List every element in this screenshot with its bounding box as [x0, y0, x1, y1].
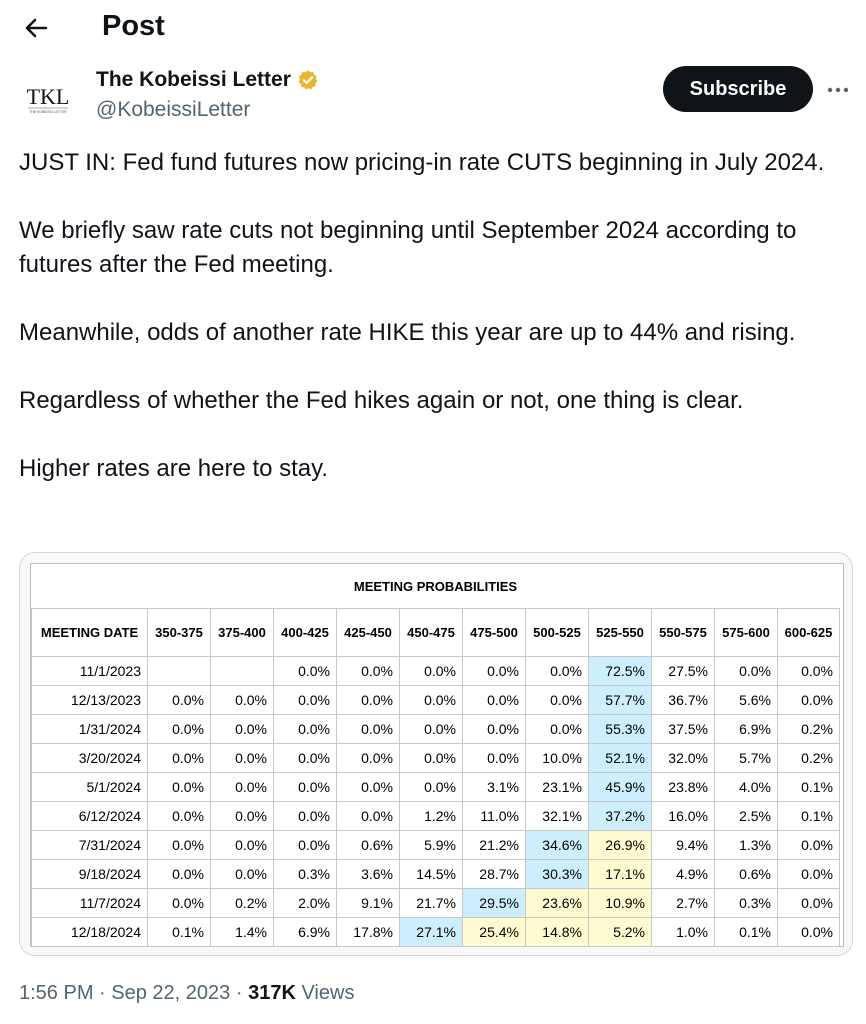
- probability-cell: 0.0%: [211, 715, 274, 744]
- probability-cell: 0.0%: [148, 744, 211, 773]
- probability-cell: 14.5%: [400, 860, 463, 889]
- probability-cell: 30.3%: [526, 860, 589, 889]
- probability-cell: 0.3%: [715, 889, 778, 918]
- probability-cell: 2.7%: [652, 889, 715, 918]
- author-name[interactable]: The Kobeissi Letter: [96, 68, 291, 91]
- probability-cell: 0.0%: [400, 744, 463, 773]
- probability-cell: 21.7%: [400, 889, 463, 918]
- views-label: Views: [301, 982, 355, 1004]
- meta-separator: ·: [99, 982, 106, 1004]
- probability-cell: 0.2%: [211, 889, 274, 918]
- more-options-icon[interactable]: [825, 78, 851, 102]
- gold-verified-badge-icon: [297, 69, 319, 91]
- probability-cell: 1.3%: [715, 831, 778, 860]
- probability-cell: 0.0%: [778, 918, 840, 947]
- avatar[interactable]: [18, 72, 78, 132]
- probability-cell: 0.0%: [463, 657, 526, 686]
- probability-cell: 0.2%: [778, 744, 840, 773]
- probability-cell: 57.7%: [589, 686, 652, 715]
- probability-cell: 0.0%: [526, 715, 589, 744]
- tweet-paragraph: JUST IN: Fed fund futures now pricing-in rate CUTS beginning in July 2024.: [19, 149, 825, 176]
- probability-cell: 0.0%: [337, 657, 400, 686]
- meeting-date-cell: 6/12/2024: [32, 802, 148, 831]
- tweet-text: [19, 146, 849, 486]
- probability-cell: 0.6%: [715, 860, 778, 889]
- probability-cell: 25.4%: [463, 918, 526, 947]
- table-body: [32, 657, 840, 947]
- table-header-cell: 500-525: [526, 609, 589, 657]
- probability-cell: 0.0%: [400, 773, 463, 802]
- table-header-cell: 600-625: [778, 609, 840, 657]
- probability-table: [31, 564, 840, 947]
- probability-cell: 5.6%: [715, 686, 778, 715]
- probability-cell: 52.1%: [589, 744, 652, 773]
- probability-cell: 0.0%: [526, 657, 589, 686]
- table-row: [32, 657, 840, 686]
- probability-cell: [211, 657, 274, 686]
- probability-cell: 16.0%: [652, 802, 715, 831]
- table-header-cell: 350-375: [148, 609, 211, 657]
- probability-cell: 0.0%: [463, 686, 526, 715]
- probability-cell: 0.0%: [400, 657, 463, 686]
- probability-cell: 14.8%: [526, 918, 589, 947]
- probability-cell: 0.0%: [211, 773, 274, 802]
- probability-cell: 10.0%: [526, 744, 589, 773]
- meeting-date-cell: 12/18/2024: [32, 918, 148, 947]
- table-header-cell: 575-600: [715, 609, 778, 657]
- probability-cell: 0.0%: [337, 773, 400, 802]
- probability-cell: 0.0%: [526, 686, 589, 715]
- table-row: [32, 831, 840, 860]
- probability-cell: 4.9%: [652, 860, 715, 889]
- probability-cell: 0.0%: [211, 831, 274, 860]
- probability-cell: 6.9%: [274, 918, 337, 947]
- probability-cell: 27.1%: [400, 918, 463, 947]
- probability-cell: 27.5%: [652, 657, 715, 686]
- probability-cell: 5.7%: [715, 744, 778, 773]
- probability-cell: 2.0%: [274, 889, 337, 918]
- probability-cell: 55.3%: [589, 715, 652, 744]
- probability-cell: 0.0%: [211, 744, 274, 773]
- probability-cell: 0.0%: [337, 802, 400, 831]
- probability-cell: 0.0%: [274, 773, 337, 802]
- probability-cell: [148, 657, 211, 686]
- probability-cell: 6.9%: [715, 715, 778, 744]
- meeting-date-cell: 7/31/2024: [32, 831, 148, 860]
- probability-cell: 10.9%: [589, 889, 652, 918]
- page-title: Post: [102, 10, 165, 42]
- probability-cell: 21.2%: [463, 831, 526, 860]
- probability-cell: 0.0%: [337, 686, 400, 715]
- probability-cell: 0.0%: [400, 686, 463, 715]
- author-handle[interactable]: @KobeissiLetter: [96, 98, 251, 121]
- probability-cell: 4.0%: [715, 773, 778, 802]
- meeting-date-cell: 1/31/2024: [32, 715, 148, 744]
- probability-cell: 0.0%: [778, 889, 840, 918]
- probability-cell: 0.1%: [778, 802, 840, 831]
- probability-cell: 0.0%: [715, 657, 778, 686]
- probability-cell: 0.0%: [778, 831, 840, 860]
- table-header-cell: 475-500: [463, 609, 526, 657]
- probability-cell: 9.1%: [337, 889, 400, 918]
- probability-cell: 0.0%: [778, 686, 840, 715]
- probability-cell: 0.1%: [778, 773, 840, 802]
- probability-cell: 0.0%: [463, 744, 526, 773]
- table-header-cell: 525-550: [589, 609, 652, 657]
- probability-cell: 0.1%: [715, 918, 778, 947]
- tweet-paragraph: Regardless of whether the Fed hikes again or not, one thing is clear.: [19, 387, 744, 414]
- table-row: [32, 686, 840, 715]
- probability-cell: 0.0%: [211, 860, 274, 889]
- author-name-row[interactable]: [96, 68, 319, 92]
- probability-cell: 0.0%: [274, 802, 337, 831]
- probability-cell: 0.0%: [148, 773, 211, 802]
- tweet-paragraph: Meanwhile, odds of another rate HIKE this year are up to 44% and rising.: [19, 319, 796, 346]
- meeting-date-cell: 3/20/2024: [32, 744, 148, 773]
- meeting-date-cell: 5/1/2024: [32, 773, 148, 802]
- meeting-date-cell: 11/1/2023: [32, 657, 148, 686]
- probability-cell: 1.2%: [400, 802, 463, 831]
- probability-cell: 1.0%: [652, 918, 715, 947]
- tkl-logo-icon: [18, 72, 78, 132]
- top-bar: [0, 0, 866, 56]
- table-header-cell: 550-575: [652, 609, 715, 657]
- meeting-date-cell: 12/13/2023: [32, 686, 148, 715]
- post-date[interactable]: Sep 22, 2023: [111, 982, 231, 1004]
- table-row: [32, 802, 840, 831]
- table-row: [32, 744, 840, 773]
- probability-cell: 17.1%: [589, 860, 652, 889]
- table-row: [32, 715, 840, 744]
- probability-cell: 0.6%: [337, 831, 400, 860]
- probability-cell: 0.0%: [148, 802, 211, 831]
- table-row: [32, 889, 840, 918]
- probability-cell: 23.6%: [526, 889, 589, 918]
- post-meta: [19, 982, 354, 1005]
- probability-cell: 0.0%: [274, 657, 337, 686]
- probability-cell: 32.1%: [526, 802, 589, 831]
- table-row: [32, 860, 840, 889]
- table-header-cell: 425-450: [337, 609, 400, 657]
- table-header-cell: 400-425: [274, 609, 337, 657]
- probability-cell: 0.0%: [274, 715, 337, 744]
- probability-cell: 0.0%: [274, 744, 337, 773]
- probability-cell: 32.0%: [652, 744, 715, 773]
- probability-cell: 0.0%: [778, 860, 840, 889]
- probability-cell: 0.0%: [211, 686, 274, 715]
- probability-cell: 17.8%: [337, 918, 400, 947]
- table-header-cell: MEETING DATE: [32, 609, 148, 657]
- probability-cell: 0.0%: [274, 686, 337, 715]
- probability-cell: 29.5%: [463, 889, 526, 918]
- table-row: [32, 918, 840, 947]
- probability-cell: 1.4%: [211, 918, 274, 947]
- probability-cell: 0.0%: [148, 889, 211, 918]
- views-count: 317K: [248, 982, 296, 1004]
- probability-cell: 0.0%: [148, 686, 211, 715]
- meeting-date-cell: 9/18/2024: [32, 860, 148, 889]
- probability-cell: 28.7%: [463, 860, 526, 889]
- media-image[interactable]: [19, 552, 853, 956]
- meta-separator: ·: [235, 982, 243, 1004]
- probability-cell: 0.0%: [463, 715, 526, 744]
- table-row: [32, 773, 840, 802]
- post-time[interactable]: 1:56 PM: [19, 982, 94, 1004]
- probability-cell: 0.2%: [778, 715, 840, 744]
- tweet-paragraph: We briefly saw rate cuts not beginning until September 2024 according to futures after the Fed meeting.: [19, 217, 797, 278]
- probability-cell: 0.0%: [400, 715, 463, 744]
- probability-cell: 5.9%: [400, 831, 463, 860]
- probability-cell: 2.5%: [715, 802, 778, 831]
- probability-cell: 37.2%: [589, 802, 652, 831]
- probability-cell: 0.0%: [148, 860, 211, 889]
- probability-cell: 23.8%: [652, 773, 715, 802]
- table-header-cell: 375-400: [211, 609, 274, 657]
- table-title: MEETING PROBABILITIES: [32, 564, 840, 609]
- probability-cell: 23.1%: [526, 773, 589, 802]
- probability-cell: 3.1%: [463, 773, 526, 802]
- probability-cell: 11.0%: [463, 802, 526, 831]
- probability-cell: 0.3%: [274, 860, 337, 889]
- avatar-text: TKL: [26, 84, 70, 109]
- table-header-cell: 450-475: [400, 609, 463, 657]
- back-arrow-icon[interactable]: [20, 12, 52, 44]
- probability-cell: 0.1%: [148, 918, 211, 947]
- probability-cell: 72.5%: [589, 657, 652, 686]
- probability-table-sheet: [30, 563, 844, 947]
- subscribe-button[interactable]: Subscribe: [663, 66, 813, 112]
- avatar-subtext: THE KOBEISSI LETTER: [29, 110, 67, 114]
- meeting-date-cell: 11/7/2024: [32, 889, 148, 918]
- probability-cell: 5.2%: [589, 918, 652, 947]
- probability-cell: 37.5%: [652, 715, 715, 744]
- probability-cell: 0.0%: [778, 657, 840, 686]
- author-block: [96, 68, 319, 122]
- probability-cell: 36.7%: [652, 686, 715, 715]
- probability-cell: 3.6%: [337, 860, 400, 889]
- probability-cell: 45.9%: [589, 773, 652, 802]
- probability-cell: 0.0%: [148, 831, 211, 860]
- probability-cell: 0.0%: [337, 715, 400, 744]
- probability-cell: 26.9%: [589, 831, 652, 860]
- probability-cell: 34.6%: [526, 831, 589, 860]
- probability-cell: 0.0%: [148, 715, 211, 744]
- probability-cell: 0.0%: [274, 831, 337, 860]
- tweet-paragraph: Higher rates are here to stay.: [19, 455, 329, 482]
- probability-cell: 0.0%: [337, 744, 400, 773]
- probability-cell: 9.4%: [652, 831, 715, 860]
- probability-cell: 0.0%: [211, 802, 274, 831]
- table-header-row: [32, 609, 840, 657]
